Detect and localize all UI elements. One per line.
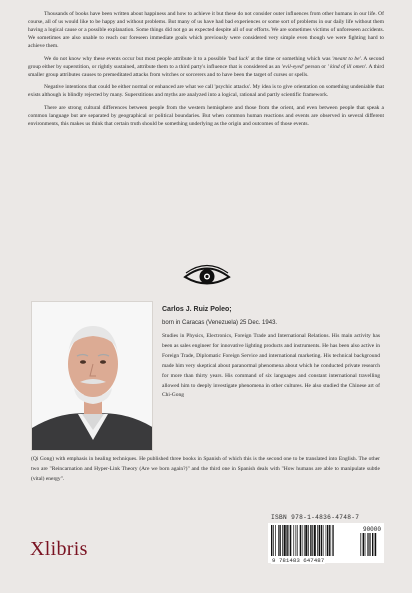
author-photo [31,301,153,451]
author-name-suffix: ; [229,306,232,313]
author-bio-wide [31,455,380,485]
barcode-bar [326,525,327,556]
barcode-bar [327,525,328,556]
text-run-italic: ' kind of ill omen' [327,63,366,70]
barcode-bar [317,525,318,556]
barcode-bar [368,533,369,556]
barcode-bar [365,533,366,556]
synopsis-paragraph-4: There are strong cultural differences between people from the western hemisphere and those from the orient, and even between people that speak a common language but are separated by geographical or political boundaries. But when common human reactions and events are observed in several different environments, this makes us think that certain truth should be something underlying as the origin and outcomes of those events. [28,104,384,127]
barcode-bar [279,525,280,556]
author-bio-column [162,332,380,401]
author-birth-info: born in Caracas (Venezuela) 25 Dec. 1943. [162,320,278,326]
barcode-bar [278,525,279,556]
synopsis-paragraph-1: Thousands of books have been written about happiness and how to achieve it but these do not consider outer influences from other humans in our life. Of course, all of us would like to be happy and without problems. But many of us have had bad experiences or some sort of problems in our daily life without them having a logical cause or a possible explanation. Some things did not go as expected despite all of our efforts. We are sometimes victims of unforeseen accidents. We sometimes are also unable to reach our foreseen immediate goals which previously were considered very simple even though we were fighting hard to achieve them. [28,11,384,49]
barcode-bar [275,525,276,556]
author-bio-part-1: Studies in Physics, Electronics, Foreign Trade and International Relations. His main activity has been as sales engineer for innovative lighting products and instruments. He has been also active in Foreign Trade, Diplomatic Foreign Service and international marketing. His technical background made him very skeptical about paranormal phenomena about which he conducted private research for more than thirty years. His command of six languages and constant international travelling allowed him to deeply investigate phenomena in other cultures. He also studied the Chinese art of Chi-Gong [162,333,380,399]
barcode-bar [312,525,313,556]
author-bio-part-2: (Qi Gong) with emphasis in healing techniques. He published three books in Spanish of which this is the second one to be translated into English. The other two are "Reincarnation and Hyper-Link Theory (Are we born again?)" and the third one in Spanish deals with "How humans are able to manipulate subtle (vital) energy". [31,456,380,482]
barcode-bar [314,525,316,556]
barcode-bar [302,525,303,556]
barcode-bar [273,525,274,556]
barcode-digits: 9 781483 647487 [272,557,325,564]
text-run: person or [303,63,328,70]
barcode-bar [286,525,287,556]
barcode-bar [370,533,371,556]
barcode-bar [305,525,307,556]
eye-icon [183,264,231,288]
barcode-bar [333,525,334,556]
barcode-bar [284,525,286,556]
barcode-bar [300,525,301,556]
text-run-italic: 'evil-eyed' [281,63,304,70]
synopsis [28,10,384,132]
barcode-bar [304,525,305,556]
text-run-italic: 'bad luck' [227,55,250,62]
barcode-bar [289,525,290,556]
barcode-bar [367,533,368,556]
barcode-bar [308,525,309,556]
barcode-bar [282,525,283,556]
text-run: We do not know why these events occur but most people attribute it to a possible [44,55,228,62]
barcode-bar [360,533,361,556]
synopsis-paragraph-2 [28,55,384,79]
barcode-bar [323,525,324,556]
author-name-text: Carlos J. Ruiz Poleo [162,306,230,313]
publisher-logo: Xlibris [30,538,88,560]
barcode-bar [362,533,363,556]
barcode-bar [297,525,298,556]
barcode-bar [363,533,364,556]
text-run: . A second group either by superstition, or rightly sustained, attribute them to a third party's influence that is considered as an [28,55,385,70]
barcode-bar [310,525,311,556]
barcode-bar [374,533,375,556]
price-code: 90000 [362,526,381,533]
barcode-bar [321,525,322,556]
barcode-bar [332,525,333,556]
synopsis-paragraph-3: Negative intentions that could be either normal or enhanced are what we call 'psychic attacks'. My idea is to give orientation on something undeniable that exists although is blindly rejected by many. Superstitions and myths are analyzed into a logical, rational and partly scientific framework. [28,84,384,99]
text-run-italic: 'meant to be' [332,55,361,62]
barcode-bar [296,525,297,556]
barcode-bar [372,533,373,556]
barcode-bar [329,525,330,556]
barcode-bar [319,525,320,556]
text-run: . A third smaller group attributes causes to premeditated attacks from witches or sorcerers and to have been the target of curses or spells. [28,63,384,78]
text-run: at the time or something which was [249,55,333,62]
barcode-bar [271,525,272,556]
isbn-label: ISBN 978-1-4836-4748-7 [271,514,360,521]
author-name [162,306,232,313]
barcode-bar [293,525,294,556]
barcode-bar [290,525,291,556]
barcode-bar [375,533,376,556]
